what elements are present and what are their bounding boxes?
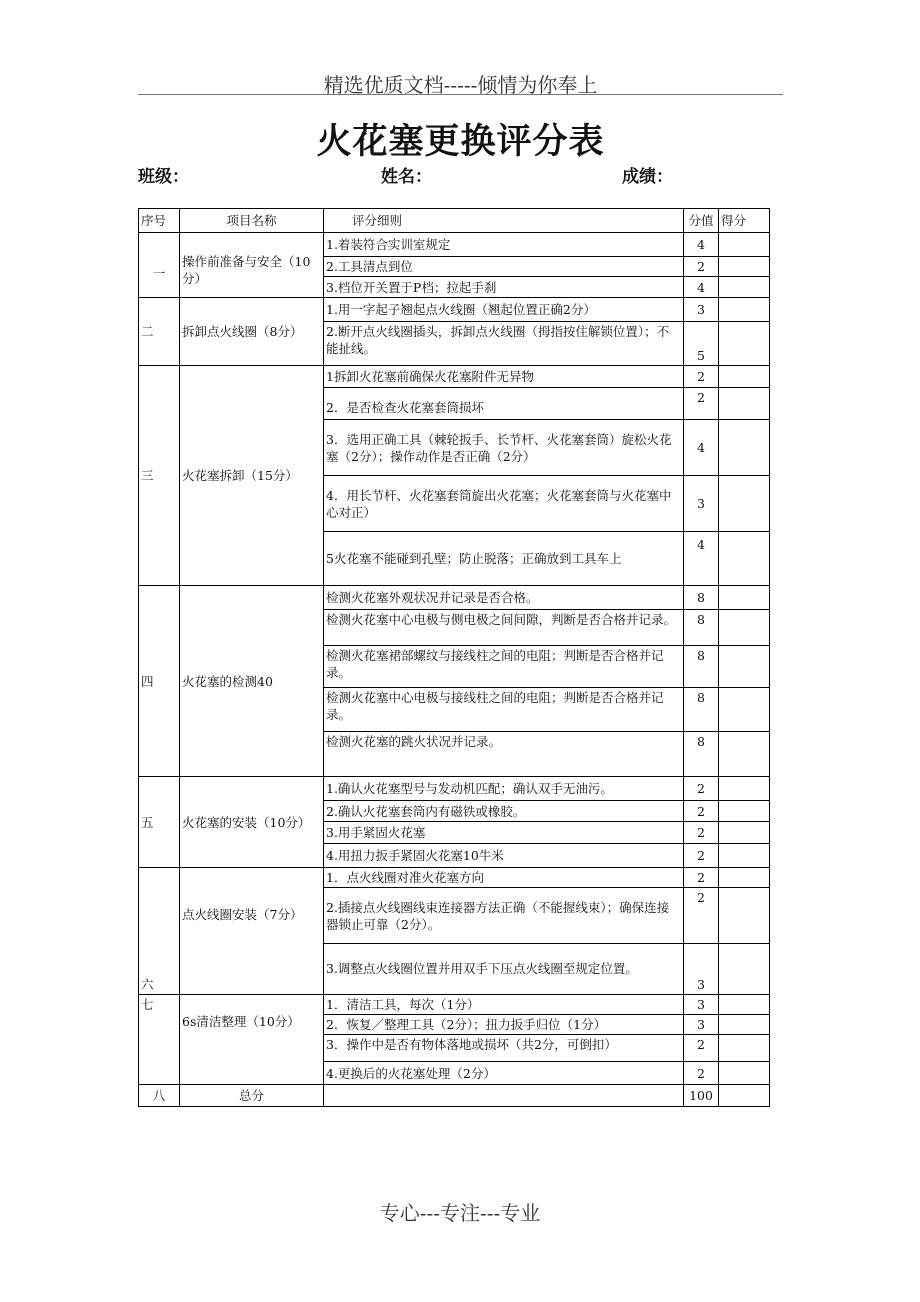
scoring-table xyxy=(138,208,770,1107)
score-input-cell[interactable] xyxy=(719,801,770,822)
score-input-cell[interactable] xyxy=(719,646,770,688)
points-cell: 2 xyxy=(684,1062,719,1085)
score-input-cell[interactable] xyxy=(719,844,770,868)
criteria-cell: 4.更换后的火花塞处理（2分） xyxy=(324,1062,684,1085)
criteria-cell: 2.确认火花塞套筒内有磁铁或橡胶。 xyxy=(324,801,684,822)
criteria-cell: 1．清洁工具，每次（1分） xyxy=(324,995,684,1015)
score-input-cell[interactable] xyxy=(719,888,770,943)
score-input-cell[interactable] xyxy=(719,298,770,322)
total-points-cell: 100 xyxy=(684,1085,719,1107)
table-row xyxy=(139,777,770,801)
points-cell: 4 xyxy=(684,277,719,298)
score-input-cell[interactable] xyxy=(719,688,770,732)
section-no: 一 xyxy=(139,233,180,298)
criteria-cell: 1.确认火花塞型号与发动机匹配；确认双手无油污。 xyxy=(324,777,684,801)
header-points: 分值 xyxy=(684,209,719,233)
points-cell: 3 xyxy=(684,298,719,322)
score-input-cell[interactable] xyxy=(719,233,770,257)
criteria-cell: 3．操作中是否有物体落地或损坏（共2分，可倒扣） xyxy=(324,1035,684,1062)
score-input-cell[interactable] xyxy=(719,420,770,476)
table-row xyxy=(139,366,770,388)
header-criteria: 评分细则 xyxy=(324,209,684,233)
table-row xyxy=(139,586,770,610)
score-input-cell[interactable] xyxy=(719,610,770,646)
criteria-cell: 4．用长节杆、火花塞套筒旋出火花塞；火花塞套筒与火花塞中心对正） xyxy=(324,476,684,532)
section-no: 三 xyxy=(139,366,180,586)
criteria-cell: 3.档位开关置于P档；拉起手刹 xyxy=(324,277,684,298)
header-score: 得分 xyxy=(719,209,770,233)
score-input-cell[interactable] xyxy=(719,732,770,777)
points-cell: 3 xyxy=(684,1015,719,1035)
criteria-cell: 5火花塞不能碰到孔壁；防止脱落；正确放到工具车上 xyxy=(324,532,684,586)
points-cell: 3 xyxy=(684,995,719,1015)
total-score-input-cell[interactable] xyxy=(719,1085,770,1107)
points-cell: 2 xyxy=(684,868,719,888)
points-cell: 8 xyxy=(684,688,719,732)
points-cell: 3 xyxy=(684,943,719,994)
score-input-cell[interactable] xyxy=(719,257,770,277)
criteria-cell: 3.用手紧固火花塞 xyxy=(324,822,684,844)
points-cell: 4 xyxy=(684,532,719,586)
score-input-cell[interactable] xyxy=(719,943,770,994)
points-cell: 4 xyxy=(684,420,719,476)
points-cell: 8 xyxy=(684,646,719,688)
criteria-cell: 检测火花塞裙部螺纹与接线柱之间的电阻；判断是否合格并记录。 xyxy=(324,646,684,688)
criteria-cell: 2．是否检查火花塞套筒损坏 xyxy=(324,388,684,420)
section-name: 点火线圈安装（7分） xyxy=(180,868,324,995)
document-title: 火花塞更换评分表 xyxy=(316,121,605,162)
points-cell: 2 xyxy=(684,888,719,943)
points-cell: 2 xyxy=(684,366,719,388)
points-cell: 2 xyxy=(684,777,719,801)
criteria-cell: 3．选用正确工具（棘轮扳手、长节杆、火花塞套筒）旋松火花塞（2分）；操作动作是否正确（2分） xyxy=(324,420,684,476)
score-input-cell[interactable] xyxy=(719,1015,770,1035)
score-input-cell[interactable] xyxy=(719,322,770,366)
table-header-row xyxy=(139,209,770,233)
score-input-cell[interactable] xyxy=(719,777,770,801)
criteria-cell: 4.用扭力扳手紧固火花塞10牛米 xyxy=(324,844,684,868)
header-no: 序号 xyxy=(139,209,180,233)
points-cell: 2 xyxy=(684,844,719,868)
score-input-cell[interactable] xyxy=(719,586,770,610)
section-no: 六 xyxy=(139,868,180,995)
score-input-cell[interactable] xyxy=(719,868,770,888)
points-cell: 2 xyxy=(684,1035,719,1062)
score-input-cell[interactable] xyxy=(719,822,770,844)
criteria-cell: 1.着装符合实训室规定 xyxy=(324,233,684,257)
criteria-cell: 1拆卸火花塞前确保火花塞附件无异物 xyxy=(324,366,684,388)
total-label: 总分 xyxy=(180,1085,324,1107)
criteria-cell: 2.断开点火线圈插头，拆卸点火线圈（拇指按住解锁位置）；不能扯线。 xyxy=(324,322,684,366)
class-label: 班级： xyxy=(138,167,189,187)
page-footer: 专心---专注---专业 xyxy=(379,1201,541,1225)
score-label: 成绩： xyxy=(622,167,673,187)
section-no: 七 xyxy=(139,995,180,1085)
score-input-cell[interactable] xyxy=(719,1035,770,1062)
table-row xyxy=(139,233,770,257)
header-item-name: 项目名称 xyxy=(180,209,324,233)
points-cell: 8 xyxy=(684,586,719,610)
score-input-cell[interactable] xyxy=(719,476,770,532)
total-no: 八 xyxy=(139,1085,180,1107)
criteria-cell: 2.插接点火线圈线束连接器方法正确（不能握线束）；确保连接器锁止可靠（2分）。 xyxy=(324,888,684,943)
points-cell: 2 xyxy=(684,388,719,420)
criteria-cell: 3.调整点火线圈位置并用双手下压点火线圈至规定位置。 xyxy=(324,943,684,994)
section-name: 火花塞的安装（10分） xyxy=(180,777,324,868)
score-input-cell[interactable] xyxy=(719,1062,770,1085)
criteria-cell: 2.工具清点到位 xyxy=(324,257,684,277)
header-divider xyxy=(138,94,783,95)
table-row xyxy=(139,995,770,1015)
page-header: 精选优质文档-----倾情为你奉上 xyxy=(323,73,598,97)
score-input-cell[interactable] xyxy=(719,366,770,388)
score-input-cell[interactable] xyxy=(719,995,770,1015)
points-cell: 4 xyxy=(684,233,719,257)
points-cell: 8 xyxy=(684,610,719,646)
score-input-cell[interactable] xyxy=(719,388,770,420)
criteria-cell: 1．点火线圈对准火花塞方向 xyxy=(324,868,684,888)
section-name: 拆卸点火线圈（8分） xyxy=(180,298,324,366)
points-cell: 5 xyxy=(684,322,719,366)
section-name: 火花塞拆卸（15分） xyxy=(180,366,324,586)
section-name: 6s清洁整理（10分） xyxy=(180,995,324,1085)
criteria-cell: 检测火花塞中心电极与侧电极之间间隙，判断是否合格并记录。 xyxy=(324,610,684,646)
section-no: 五 xyxy=(139,777,180,868)
points-cell: 8 xyxy=(684,732,719,777)
points-cell: 3 xyxy=(684,476,719,532)
criteria-cell: 2．恢复／整理工具（2分）；扭力扳手归位（1分） xyxy=(324,1015,684,1035)
points-cell: 2 xyxy=(684,801,719,822)
table-row xyxy=(139,298,770,322)
criteria-cell: 检测火花塞外观状况并记录是否合格。 xyxy=(324,586,684,610)
points-cell: 2 xyxy=(684,257,719,277)
score-input-cell[interactable] xyxy=(719,277,770,298)
table-row xyxy=(139,868,770,888)
total-row xyxy=(139,1085,770,1107)
total-criteria-cell xyxy=(324,1085,684,1107)
section-name: 操作前准备与安全（10分） xyxy=(180,233,324,298)
criteria-cell: 1.用一字起子翘起点火线圈（翘起位置正确2分） xyxy=(324,298,684,322)
section-no: 四 xyxy=(139,586,180,777)
criteria-cell: 检测火花塞中心电极与接线柱之间的电阻；判断是否合格并记录。 xyxy=(324,688,684,732)
section-no: 二 xyxy=(139,298,180,366)
name-label: 姓名： xyxy=(381,167,432,187)
section-name: 火花塞的检测40 xyxy=(180,586,324,777)
score-input-cell[interactable] xyxy=(719,532,770,586)
criteria-cell: 检测火花塞的跳火状况并记录。 xyxy=(324,732,684,777)
points-cell: 2 xyxy=(684,822,719,844)
